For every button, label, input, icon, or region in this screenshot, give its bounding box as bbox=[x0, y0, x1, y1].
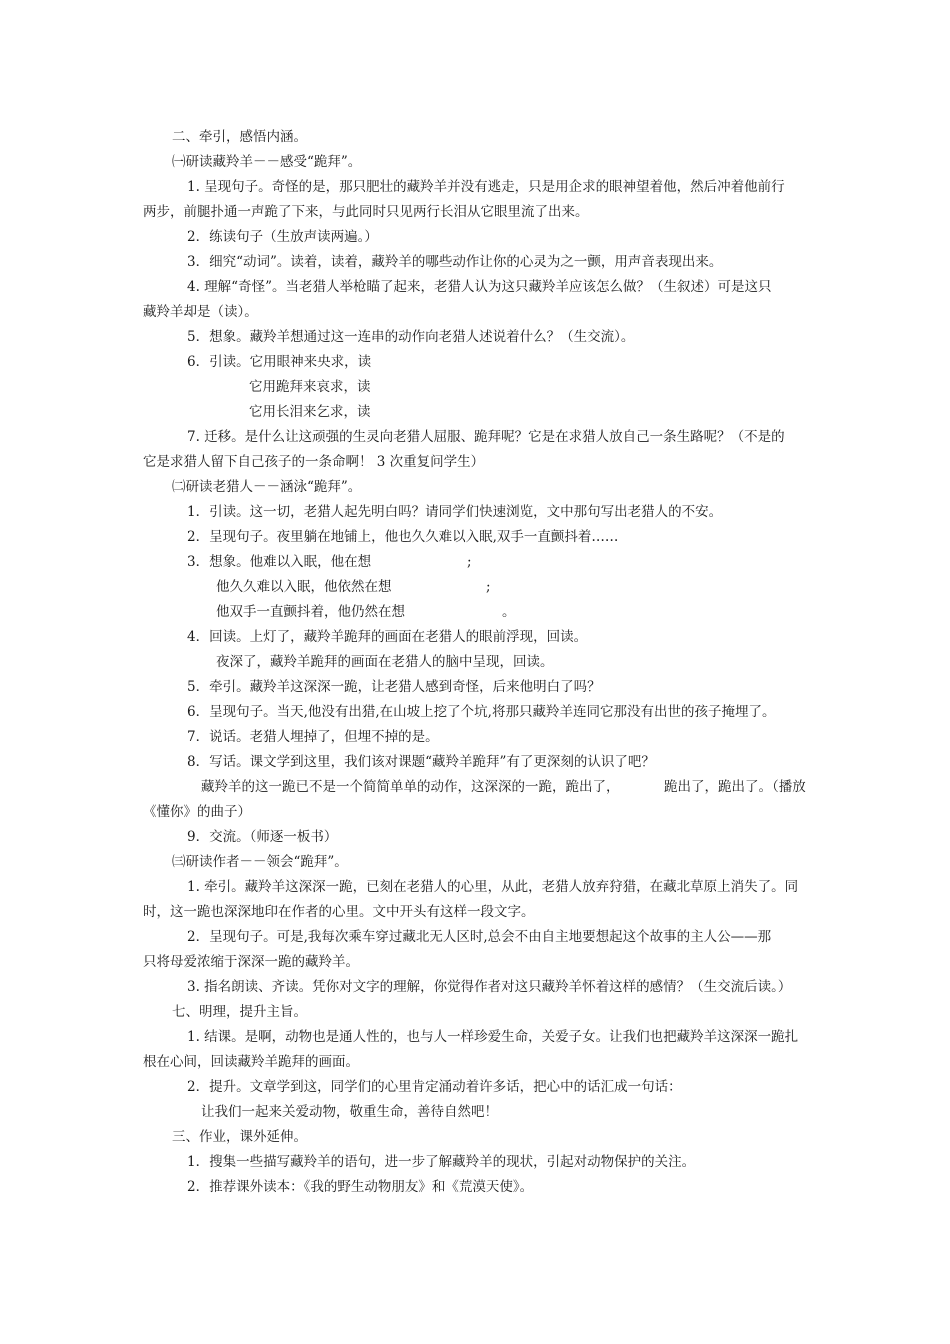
paragraph-line: 3. 指名朗读、齐读。凭你对文字的理解，你觉得作者对这只藏羚羊怀着这样的感情？（生交流后读。） bbox=[187, 979, 792, 995]
subsection-heading-3: ㈢研读作者－－领会“跪拜”。 bbox=[172, 854, 348, 870]
paragraph-line: 它用长泪来乞求，读 bbox=[249, 404, 371, 420]
paragraph-line: 4. 理解“奇怪”。当老猎人举枪瞄了起来，老猎人认为这只藏羚羊应该怎么做？（生叙述）可是这只 bbox=[187, 279, 772, 295]
paragraph-line: 5．想象。藏羚羊想通过这一连串的动作向老猎人述说着什么？（生交流）。 bbox=[187, 329, 635, 345]
paragraph-line: 只将母爱浓缩于深深一跪的藏羚羊。 bbox=[143, 954, 359, 970]
paragraph-line: 3．细究“动词”。读着，读着，藏羚羊的哪些动作让你的心灵为之一颤，用声音表现出来。 bbox=[187, 254, 723, 270]
paragraph-line: 9．交流。（师逐一板书） bbox=[187, 829, 338, 845]
paragraph-line: 1. 结课。是啊，动物也是通人性的，也与人一样珍爱生命，关爱子女。让我们也把藏羚羊这深深一跪扎 bbox=[187, 1029, 799, 1045]
paragraph-line: 2．呈现句子。可是,我每次乘车穿过藏北无人区时,总会不由自主地要想起这个故事的主人公——那 bbox=[187, 929, 772, 945]
section-heading-7: 七、明理，提升主旨。 bbox=[172, 1004, 307, 1020]
paragraph-line: 1. 牵引。藏羚羊这深深一跪，已刻在老猎人的心里，从此，老猎人放弃狩猎，在藏北草原上消失了。同 bbox=[187, 879, 799, 895]
paragraph-line: 1．引读。这一切，老猎人起先明白吗？请同学们快速浏览，文中那句写出老猎人的不安。 bbox=[187, 504, 723, 520]
paragraph-line: 7. 迁移。是什么让这顽强的生灵向老猎人屈服、跪拜呢？它是在求猎人放自己一条生路呢？（不是的 bbox=[187, 429, 785, 445]
paragraph-line: 两步，前腿扑通一声跪了下来，与此同时只见两行长泪从它眼里流了出来。 bbox=[143, 204, 589, 220]
paragraph-line: 根在心间，回读藏羚羊跪拜的画面。 bbox=[143, 1054, 359, 1070]
blank-mark: ; bbox=[467, 554, 472, 570]
paragraph-line: 藏羚羊却是（读）。 bbox=[143, 304, 258, 320]
paragraph-line: 6．呈现句子。当天,他没有出猎,在山坡上挖了个坑,将那只藏羚羊连同它那没有出世的孩子掩埋了。 bbox=[187, 704, 776, 720]
blank-mark: ; bbox=[486, 579, 491, 595]
paragraph-line: 1. 呈现句子。奇怪的是，那只肥壮的藏羚羊并没有逃走，只是用企求的眼神望着他，然后冲着他前行 bbox=[187, 179, 785, 195]
paragraph-line: 3．想象。他难以入眠，他在想 bbox=[187, 554, 372, 570]
paragraph-line: 6．引读。它用眼神来央求，读 bbox=[187, 354, 372, 370]
paragraph-line: 2．提升。文章学到这，同学们的心里肯定涌动着许多话，把心中的话汇成一句话： bbox=[187, 1079, 682, 1095]
paragraph-line: 藏羚羊的这一跪已不是一个简简单单的动作，这深深的一跪，跪出了， bbox=[201, 779, 620, 795]
paragraph-line: 2．推荐课外读本：《我的野生动物朋友》和《荒漠天使》。 bbox=[187, 1179, 534, 1195]
paragraph-line: 让我们一起来关爱动物，敬重生命，善待自然吧！ bbox=[201, 1104, 498, 1120]
paragraph-line: 他久久难以入眠，他依然在想 bbox=[216, 579, 392, 595]
section-heading-3: 三、作业，课外延伸。 bbox=[172, 1129, 307, 1145]
paragraph-line: 5．牵引。藏羚羊这深深一跪，让老猎人感到奇怪，后来他明白了吗？ bbox=[187, 679, 601, 695]
paragraph-line: 他双手一直颤抖着，他仍然在想 bbox=[216, 604, 405, 620]
section-heading-2: 二、牵引，感悟内涵。 bbox=[172, 129, 307, 145]
subsection-heading-2: ㈡研读老猎人－－涵泳“跪拜”。 bbox=[172, 479, 362, 495]
paragraph-line: 夜深了，藏羚羊跪拜的画面在老猎人的脑中呈现，回读。 bbox=[216, 654, 554, 670]
paragraph-line: 2．呈现句子。夜里躺在地铺上，他也久久难以入眠,双手一直颤抖着…… bbox=[187, 529, 619, 545]
paragraph-line: 2．练读句子（生放声读两遍。） bbox=[187, 229, 378, 245]
paragraph-line: 1．搜集一些描写藏羚羊的语句，进一步了解藏羚羊的现状，引起对动物保护的关注。 bbox=[187, 1154, 696, 1170]
paragraph-line: 它是求猎人留下自己孩子的一条命啊！ 3 次重复问学生） bbox=[143, 454, 485, 470]
paragraph-line: 时，这一跪也深深地印在作者的心里。文中开头有这样一段文字。 bbox=[143, 904, 535, 920]
paragraph-line: 它用跪拜来哀求，读 bbox=[249, 379, 371, 395]
blank-mark: 。 bbox=[502, 604, 516, 620]
paragraph-line: 7．说话。老猎人埋掉了，但埋不掉的是。 bbox=[187, 729, 439, 745]
paragraph-line: 《懂你》的曲子） bbox=[143, 804, 251, 820]
paragraph-line: 跪出了，跪出了。（播放 bbox=[664, 779, 806, 795]
subsection-heading-1: ㈠研读藏羚羊－－感受“跪拜”。 bbox=[172, 154, 362, 170]
paragraph-line: 4．回读。上灯了，藏羚羊跪拜的画面在老猎人的眼前浮现，回读。 bbox=[187, 629, 588, 645]
paragraph-line: 8．写话。课文学到这里，我们该对课题“藏羚羊跪拜”有了更深刻的认识了吧？ bbox=[187, 754, 655, 770]
